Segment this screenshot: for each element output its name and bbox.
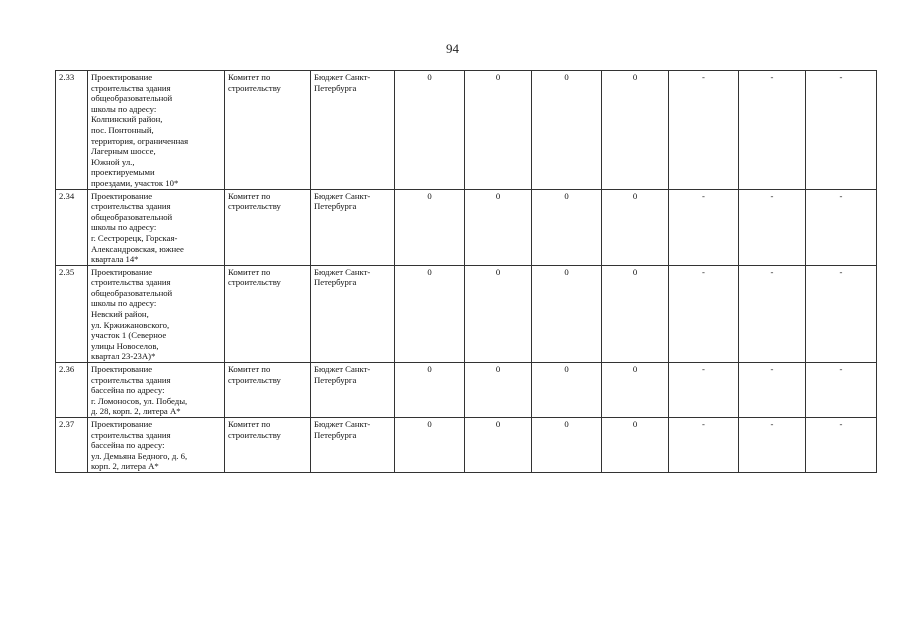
cell-line: общеобразовательной bbox=[91, 93, 173, 104]
cell-text-v4: 0 bbox=[632, 419, 638, 429]
cell-line: Колпинский район, bbox=[91, 114, 163, 125]
row-index bbox=[56, 418, 88, 473]
cell-text-idx: 2.36 bbox=[59, 364, 75, 375]
cell-text-v2: 0 bbox=[495, 419, 501, 429]
cell-text-d3: - bbox=[839, 72, 843, 82]
dash-cell-3 bbox=[806, 189, 877, 265]
executor-cell bbox=[225, 418, 311, 473]
row-index bbox=[56, 265, 88, 362]
cell-line: общеобразовательной bbox=[91, 287, 173, 298]
value-cell-2 bbox=[465, 265, 532, 362]
cell-line: Петербурга bbox=[314, 429, 357, 440]
cell-line: бассейна по адресу: bbox=[91, 440, 165, 451]
cell-text-d1: - bbox=[702, 419, 705, 429]
cell-text-v2: 0 bbox=[495, 72, 501, 82]
value-cell-4 bbox=[602, 71, 669, 190]
cell-text-idx: 2.33 bbox=[59, 72, 75, 82]
cell-line: Петербурга bbox=[314, 374, 357, 385]
dash-cell-1 bbox=[669, 265, 739, 362]
cell-line: Лагерным шоссе, bbox=[91, 146, 156, 157]
value-cell-3 bbox=[532, 265, 602, 362]
dash-cell-3 bbox=[806, 71, 877, 190]
cell-text-idx: 2.35 bbox=[59, 266, 75, 277]
cell-line: бассейна по адресу: bbox=[91, 385, 165, 396]
cell-line: строительству bbox=[228, 201, 281, 212]
cell-text-d3: - bbox=[839, 266, 843, 277]
project-name-cell bbox=[88, 71, 225, 190]
cell-text-v3: 0 bbox=[564, 419, 569, 429]
table-row bbox=[56, 363, 877, 418]
table-row bbox=[56, 418, 877, 473]
cell-line: г. Ломоносов, ул. Победы, bbox=[91, 395, 188, 406]
cell-line: строительства здания bbox=[91, 374, 171, 385]
cell-text-v2: 0 bbox=[495, 266, 501, 277]
cell-line: школы по адресу: bbox=[91, 103, 157, 114]
cell-line: Бюджет Санкт- bbox=[314, 72, 371, 82]
cell-text-v1: 0 bbox=[427, 364, 432, 375]
dash-cell-1 bbox=[669, 363, 739, 418]
cell-line: Комитет по bbox=[228, 364, 271, 375]
dash-cell-2 bbox=[739, 189, 806, 265]
funding-source-cell bbox=[311, 189, 395, 265]
value-cell-4 bbox=[602, 418, 669, 473]
cell-line: строительству bbox=[228, 429, 281, 440]
row-index bbox=[56, 189, 88, 265]
cell-text-d1: - bbox=[702, 266, 705, 277]
row-index bbox=[56, 71, 88, 190]
table-row bbox=[56, 265, 877, 362]
cell-text-v3: 0 bbox=[564, 190, 569, 201]
value-cell-2 bbox=[465, 363, 532, 418]
cell-line: улицы Новоселов, bbox=[91, 340, 159, 351]
cell-line: строительства здания bbox=[91, 201, 171, 212]
cell-text-d2: - bbox=[770, 266, 774, 277]
cell-line: строительству bbox=[228, 82, 281, 93]
cell-text-v1: 0 bbox=[427, 266, 432, 277]
cell-text-d2: - bbox=[770, 364, 774, 375]
cell-text-v1: 0 bbox=[427, 72, 432, 82]
table-row bbox=[56, 71, 877, 190]
cell-text-v3: 0 bbox=[564, 266, 569, 277]
cell-text-d3: - bbox=[839, 364, 843, 375]
value-cell-3 bbox=[532, 363, 602, 418]
cell-text-idx: 2.37 bbox=[59, 419, 75, 429]
cell-text-v3: 0 bbox=[564, 364, 569, 375]
project-name-cell bbox=[88, 189, 225, 265]
value-cell-1 bbox=[395, 418, 465, 473]
cell-line: Южной ул., bbox=[91, 156, 135, 167]
executor-cell bbox=[225, 189, 311, 265]
project-name-cell bbox=[88, 265, 225, 362]
cell-text-v2: 0 bbox=[495, 190, 501, 201]
value-cell-1 bbox=[395, 189, 465, 265]
cell-line: Проектирование bbox=[91, 266, 153, 277]
project-name-cell bbox=[88, 363, 225, 418]
dash-cell-3 bbox=[806, 363, 877, 418]
cell-text-d2: - bbox=[770, 190, 774, 201]
dash-cell-1 bbox=[669, 189, 739, 265]
cell-line: Проектирование bbox=[91, 190, 153, 201]
executor-cell bbox=[225, 265, 311, 362]
dash-cell-3 bbox=[806, 265, 877, 362]
cell-text-d1: - bbox=[702, 190, 705, 201]
value-cell-1 bbox=[395, 265, 465, 362]
dash-cell-2 bbox=[739, 71, 806, 190]
cell-line: проездами, участок 10* bbox=[91, 177, 179, 188]
cell-line: ул. Кржижановского, bbox=[91, 319, 170, 330]
cell-line: корп. 2, литера А* bbox=[91, 461, 159, 472]
funding-source-cell bbox=[311, 265, 395, 362]
cell-line: строительства здания bbox=[91, 277, 171, 288]
cell-line: квартала 14* bbox=[91, 254, 139, 265]
cell-line: Бюджет Санкт- bbox=[314, 266, 371, 277]
value-cell-4 bbox=[602, 189, 669, 265]
cell-line: пос. Понтонный, bbox=[91, 124, 154, 135]
cell-line: д. 28, корп. 2, литера А* bbox=[91, 406, 181, 417]
cell-text-idx: 2.34 bbox=[59, 190, 75, 201]
cell-line: проектируемыми bbox=[91, 167, 155, 178]
value-cell-3 bbox=[532, 189, 602, 265]
cell-line: Проектирование bbox=[91, 364, 153, 375]
cell-text-d3: - bbox=[839, 190, 843, 201]
dash-cell-2 bbox=[739, 363, 806, 418]
cell-text-v4: 0 bbox=[632, 266, 638, 277]
dash-cell-2 bbox=[739, 265, 806, 362]
value-cell-4 bbox=[602, 265, 669, 362]
cell-text-v3: 0 bbox=[564, 72, 569, 82]
cell-text-v1: 0 bbox=[427, 190, 432, 201]
cell-line: Комитет по bbox=[228, 190, 271, 201]
cell-text-d1: - bbox=[702, 364, 705, 375]
cell-text-v4: 0 bbox=[632, 72, 638, 82]
cell-line: школы по адресу: bbox=[91, 298, 157, 309]
value-cell-3 bbox=[532, 71, 602, 190]
cell-line: Петербурга bbox=[314, 201, 357, 212]
cell-text-d3: - bbox=[839, 419, 843, 429]
budget-table bbox=[55, 70, 877, 473]
funding-source-cell bbox=[311, 71, 395, 190]
page-number: 94 bbox=[446, 41, 459, 56]
cell-line: Комитет по bbox=[228, 419, 271, 429]
cell-text-d2: - bbox=[770, 72, 774, 82]
funding-source-cell bbox=[311, 363, 395, 418]
cell-line: г. Сестрорецк, Горская- bbox=[91, 232, 178, 243]
cell-text-v1: 0 bbox=[427, 419, 432, 429]
cell-line: Комитет по bbox=[228, 266, 271, 277]
value-cell-1 bbox=[395, 71, 465, 190]
cell-line: квартал 23-23А)* bbox=[91, 351, 156, 362]
project-name-cell bbox=[88, 418, 225, 473]
cell-line: строительству bbox=[228, 374, 281, 385]
cell-line: Александровская, южнее bbox=[91, 243, 184, 254]
executor-cell bbox=[225, 363, 311, 418]
cell-line: общеобразовательной bbox=[91, 211, 173, 222]
cell-line: Петербурга bbox=[314, 82, 357, 93]
cell-line: школы по адресу: bbox=[91, 222, 157, 233]
cell-text-v4: 0 bbox=[632, 364, 638, 375]
cell-line: Петербурга bbox=[314, 277, 357, 288]
cell-text-v2: 0 bbox=[495, 364, 501, 375]
cell-line: территория, ограниченная bbox=[91, 135, 189, 146]
value-cell-1 bbox=[395, 363, 465, 418]
dash-cell-1 bbox=[669, 71, 739, 190]
dash-cell-2 bbox=[739, 418, 806, 473]
cell-line: Бюджет Санкт- bbox=[314, 364, 371, 375]
row-index bbox=[56, 363, 88, 418]
cell-line: Комитет по bbox=[228, 72, 271, 82]
value-cell-3 bbox=[532, 418, 602, 473]
cell-line: Проектирование bbox=[91, 72, 153, 82]
table-row bbox=[56, 189, 877, 265]
cell-line: Невский район, bbox=[91, 309, 149, 320]
cell-text-d1: - bbox=[702, 72, 705, 82]
cell-line: Бюджет Санкт- bbox=[314, 419, 371, 429]
cell-line: ул. Демьяна Бедного, д. 6, bbox=[91, 450, 188, 461]
cell-text-v4: 0 bbox=[632, 190, 638, 201]
executor-cell bbox=[225, 71, 311, 190]
dash-cell-1 bbox=[669, 418, 739, 473]
value-cell-2 bbox=[465, 71, 532, 190]
cell-text-d2: - bbox=[770, 419, 774, 429]
cell-line: Проектирование bbox=[91, 419, 153, 429]
cell-line: Бюджет Санкт- bbox=[314, 190, 371, 201]
cell-line: строительству bbox=[228, 277, 281, 288]
cell-line: строительства здания bbox=[91, 82, 171, 93]
funding-source-cell bbox=[311, 418, 395, 473]
value-cell-2 bbox=[465, 418, 532, 473]
cell-line: участок 1 (Северное bbox=[91, 330, 167, 341]
value-cell-2 bbox=[465, 189, 532, 265]
dash-cell-3 bbox=[806, 418, 877, 473]
value-cell-4 bbox=[602, 363, 669, 418]
cell-line: строительства здания bbox=[91, 429, 171, 440]
